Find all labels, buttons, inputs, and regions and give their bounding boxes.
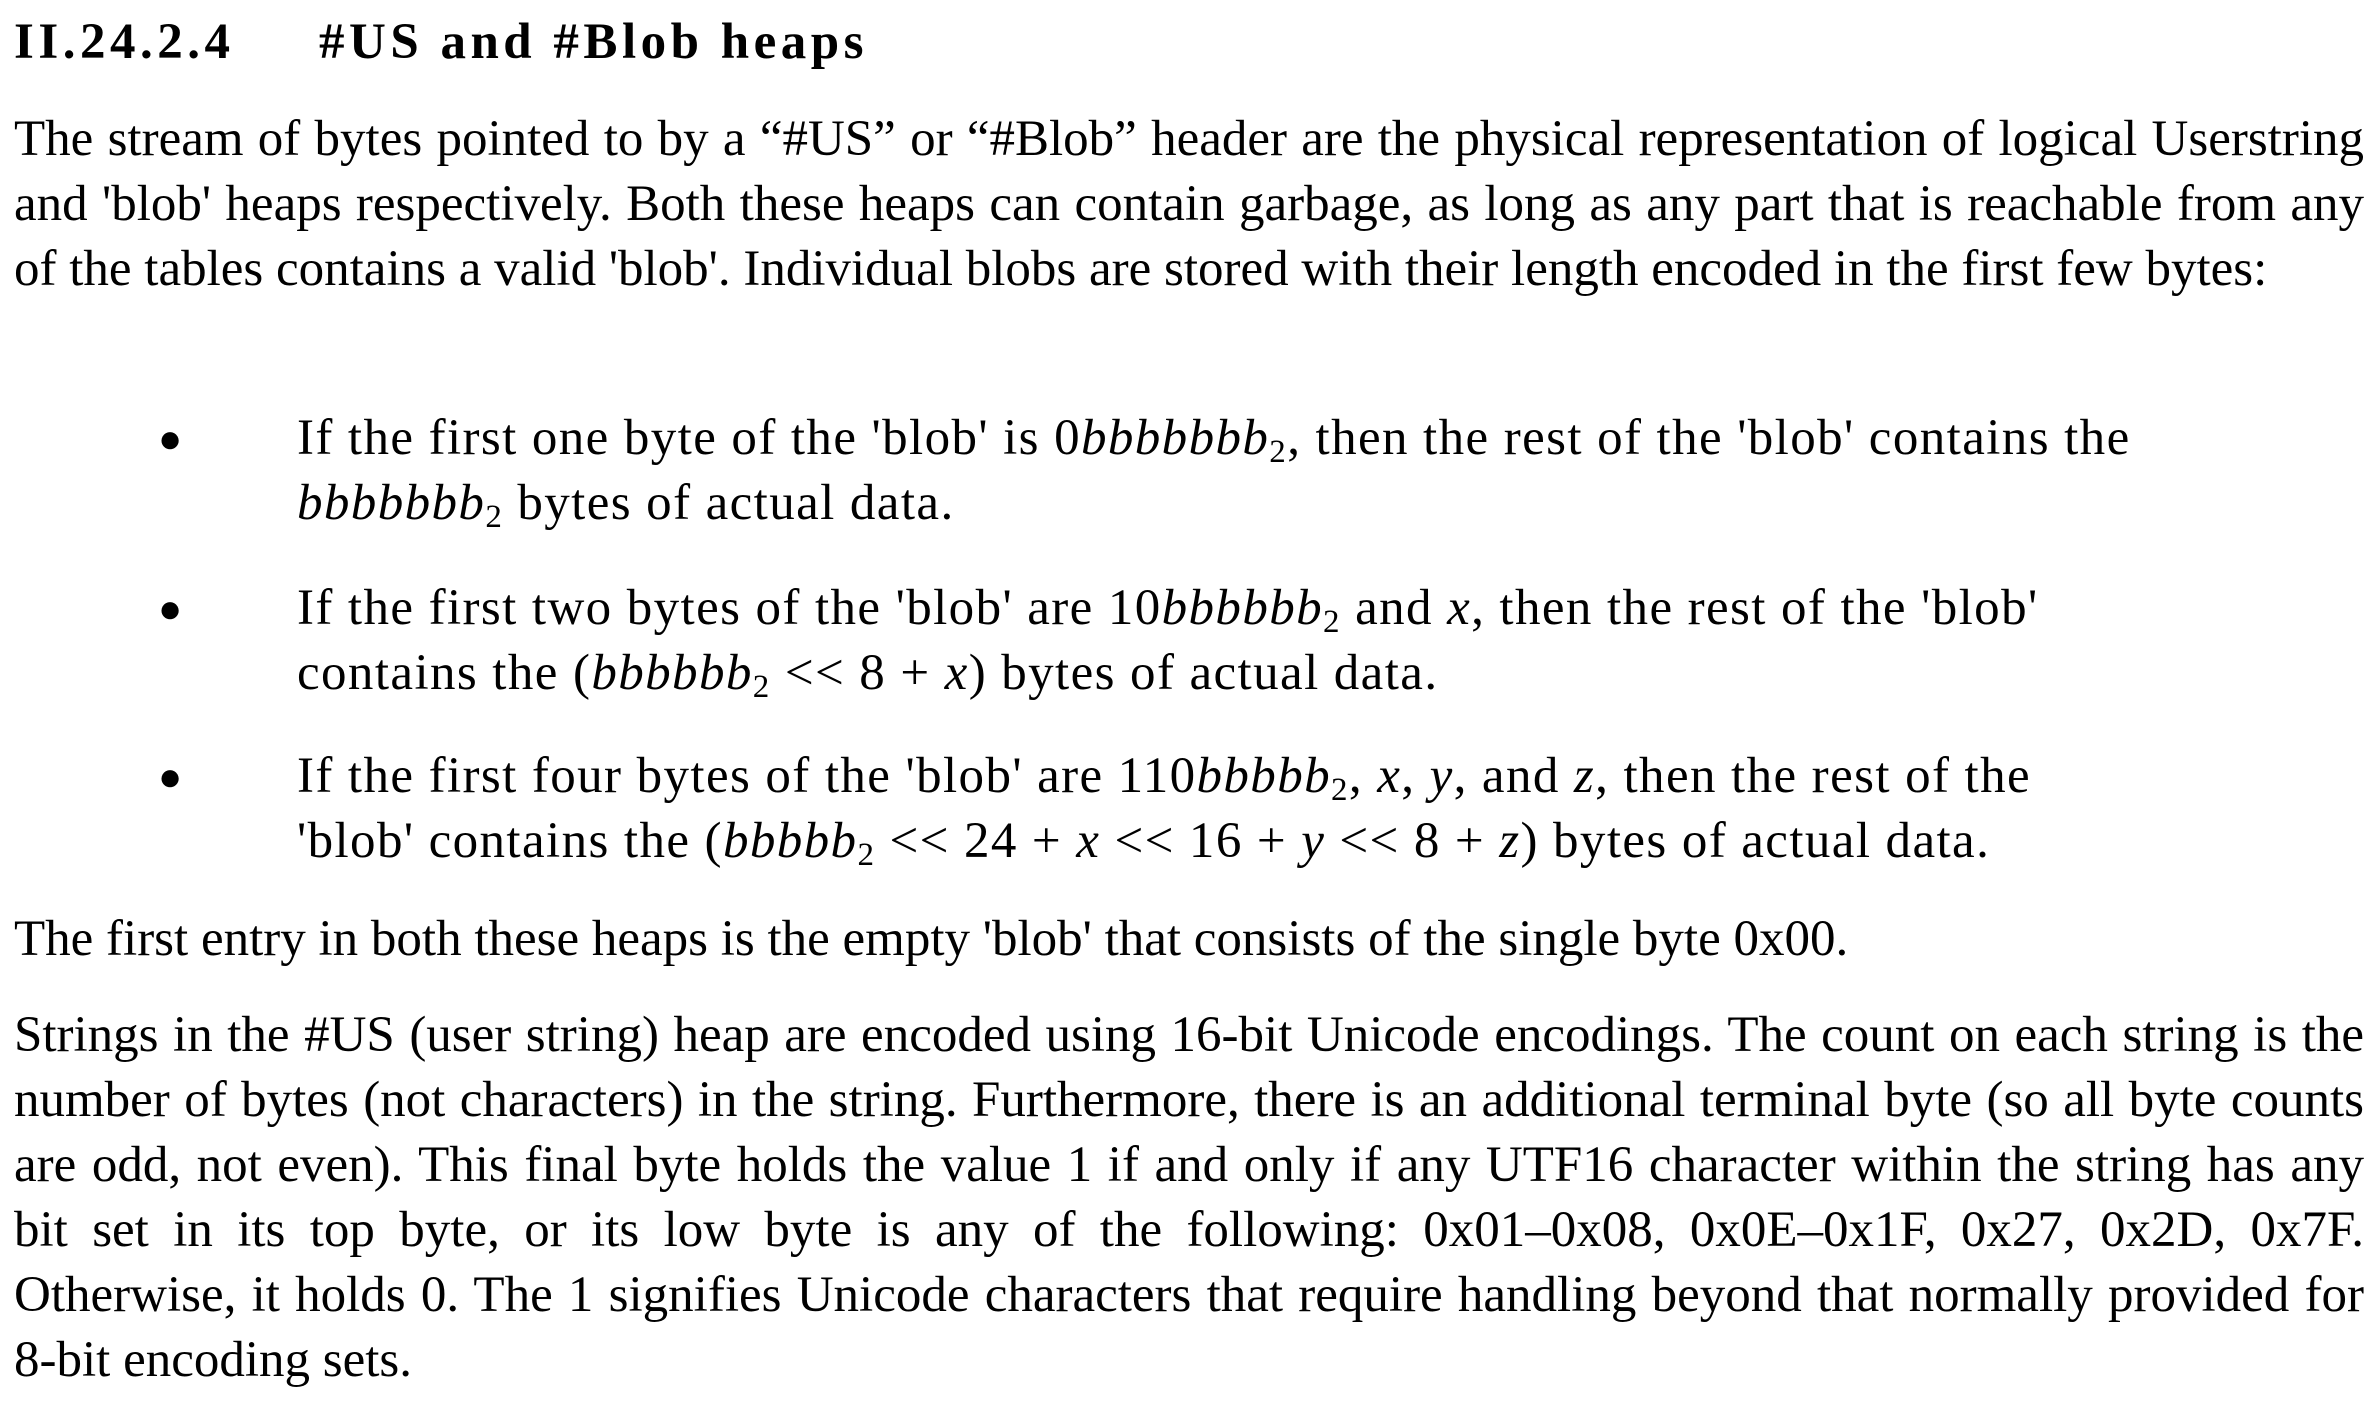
user-strings-paragraph: Strings in the #US (user string) heap are encoded using 16-bit Unicode encodings. The count on each string is the number of bytes (not characters) in the string. Furthermore, there is an additional terminal byte (so all byte counts are odd, not even). This final byte holds the value 1 if and only if any UTF16 character within the string has any bit set in its top byte, or its low byte is any of the following: 0x01–0x08, 0x0E–0x1F, 0x27, 0x2D, 0x7F. Otherwise, it holds 0. The 1 signifies Unicode characters that require handling beyond that normally provided for 8-bit encoding sets. xyxy=(14,1007,2364,1388)
text-run: , then the rest of the 'blob' contains the xyxy=(1287,410,2131,466)
text-run: , and xyxy=(1453,748,1574,804)
math-var: bbbbbbb xyxy=(297,475,486,531)
text-run: , then the rest of the 'blob' xyxy=(1471,580,2039,636)
bullet-text xyxy=(297,576,2360,706)
math-var: y xyxy=(1301,813,1326,869)
bullet-text xyxy=(297,406,2360,536)
bullet-icon: ● xyxy=(158,586,183,631)
bullet-line xyxy=(297,406,2360,471)
text-run: , xyxy=(1348,748,1378,804)
section-heading xyxy=(14,6,868,78)
math-var: bbbbbb xyxy=(1161,580,1324,636)
text-run: If the first one byte of the 'blob' is 0 xyxy=(297,410,1081,466)
section-number: II.24.2.4 xyxy=(14,14,235,70)
subscript: 2 xyxy=(1269,434,1288,470)
bullet-line xyxy=(297,641,2360,706)
section-title: #US and #Blob heaps xyxy=(319,14,868,70)
math-var: x xyxy=(1076,813,1101,869)
text-run: << 16 + xyxy=(1100,813,1302,869)
math-var: x xyxy=(1377,748,1402,804)
text-run: , then the rest of the xyxy=(1595,748,2032,804)
subscript: 2 xyxy=(1323,604,1341,640)
intro-paragraph: The stream of bytes pointed to by a “#US” or “#Blob” header are the physical representation of logical Userstring and 'blob' heaps respectively. Both these heaps can contain garbage, as long as any part that is reachable from any of the tables contains a valid 'blob'. Individual blobs are stored with their length encoded in the first few bytes: xyxy=(14,111,2364,297)
math-var: bbbbb xyxy=(722,813,858,869)
subscript: 2 xyxy=(752,669,771,705)
math-var: z xyxy=(1573,748,1596,804)
text-run: If the first two bytes of the 'blob' are 10 xyxy=(297,580,1162,636)
subscript: 2 xyxy=(1331,772,1349,808)
bullet-icon: ● xyxy=(158,754,183,799)
first-entry-paragraph: The first entry in both these heaps is the empty 'blob' that consists of the single byte 0x00. xyxy=(14,911,1849,967)
subscript: 2 xyxy=(857,837,876,873)
math-var: x xyxy=(1447,580,1472,636)
bullet-line xyxy=(297,744,2360,809)
text-run: ) bytes of actual data. xyxy=(1520,813,1991,869)
bullet-line xyxy=(297,576,2360,641)
text-run: bytes of actual data. xyxy=(503,475,955,531)
math-var: z xyxy=(1499,813,1521,869)
text-run: << 24 + xyxy=(875,813,1077,869)
bullet-text xyxy=(297,744,2360,874)
text-run: , xyxy=(1401,748,1430,804)
bullet-line xyxy=(297,471,2360,536)
bullet-line xyxy=(297,809,2360,874)
math-var: bbbbbb xyxy=(591,645,753,701)
text-run: 'blob' contains the ( xyxy=(297,813,723,869)
math-var: x xyxy=(944,645,969,701)
text-run: << 8 + xyxy=(1325,813,1500,869)
text-run: ) bytes of actual data. xyxy=(968,645,1439,701)
text-run: and xyxy=(1340,580,1448,636)
subscript: 2 xyxy=(485,499,504,535)
math-var: y xyxy=(1429,748,1454,804)
math-var: bbbbbbb xyxy=(1080,410,1270,466)
math-var: bbbbb xyxy=(1196,748,1331,804)
text-run: << 8 + xyxy=(770,645,945,701)
bullet-icon: ● xyxy=(158,416,183,461)
text-run: contains the ( xyxy=(297,645,592,701)
text-run: If the first four bytes of the 'blob' are 110 xyxy=(297,748,1197,804)
